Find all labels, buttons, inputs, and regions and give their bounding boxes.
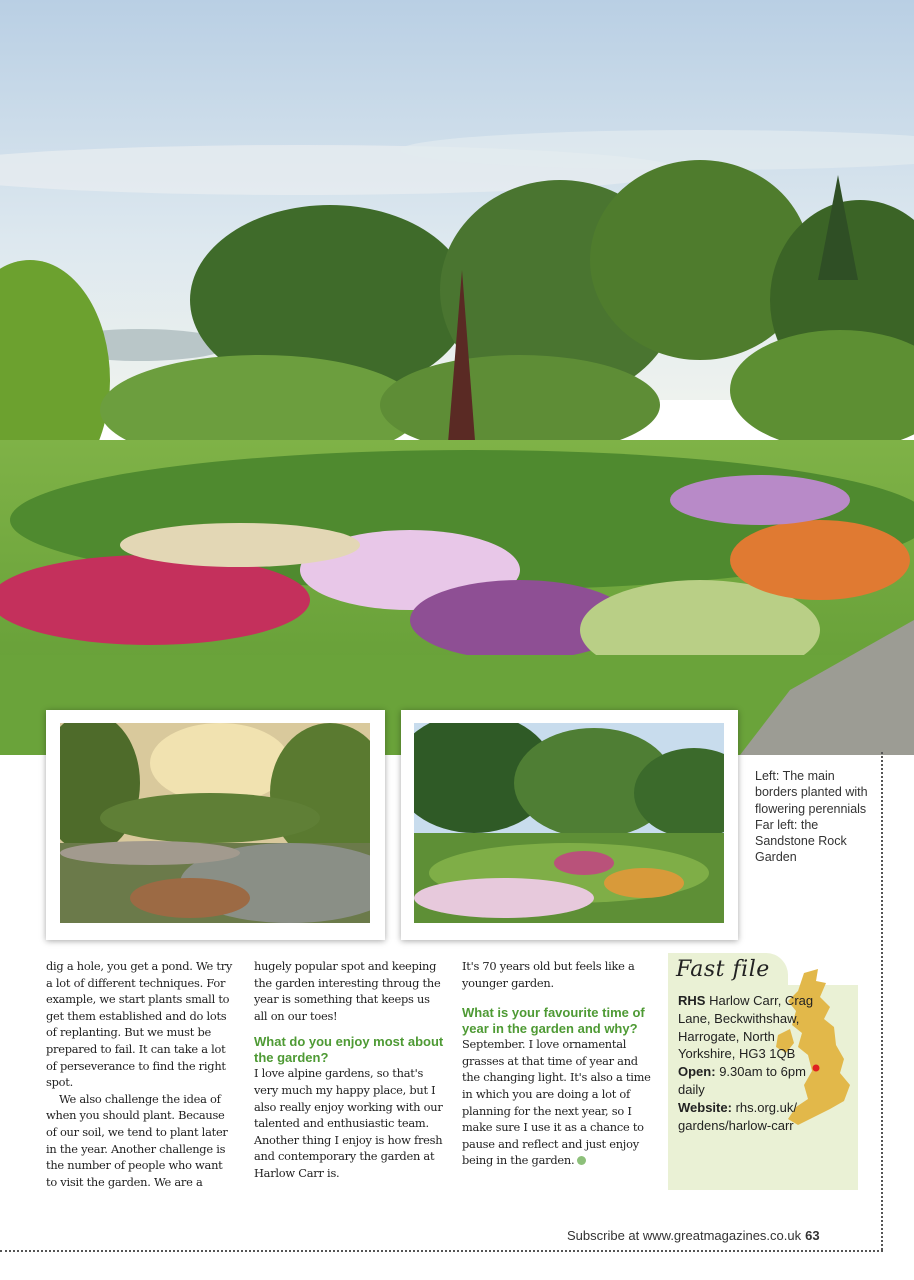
- page-footer: [567, 1228, 820, 1243]
- dotted-border-bottom: [0, 1250, 883, 1252]
- end-mark-icon: [577, 1156, 586, 1165]
- photo-garden-view: [401, 710, 738, 940]
- paragraph: I love alpine gardens, so that's very much my happy place, but I also really enjoy working with our talented and enthusiastic team. Another thing I enjoy is how fresh and contemporary the garden at Harlow Carr is.: [254, 1066, 443, 1180]
- fast-file-details: [678, 992, 828, 1134]
- address: Harlow Carr, Crag Lane, Beckwithshaw, Harrogate, North Yorkshire, HG3 1QB: [678, 993, 814, 1062]
- caption-far-left: Far left: the Sandstone Rock Garden: [755, 817, 847, 865]
- fast-file-box: [668, 953, 858, 1190]
- paragraph: hugely popular spot and keeping the garden interesting throug the year is something that keeps us all on our toes!: [254, 959, 441, 1023]
- fast-file-title: Fast file: [676, 957, 770, 982]
- photo-sandstone-rock-garden: [46, 710, 385, 940]
- article-column-1: [46, 958, 236, 1190]
- paragraph: It's 70 years old but feels like a younger garden.: [462, 959, 635, 990]
- open-label: Open:: [678, 1064, 716, 1080]
- photo-caption: [755, 768, 875, 866]
- paragraph: dig a hole, you get a pond. We try a lot of different techniques. For example, we start plants small to get them established and do lots of replanting. But we must be prepared to fail. It can take a lot of perseverance to find the right spot.: [46, 959, 233, 1090]
- question-heading: What do you enjoy most about the garden?: [254, 1034, 444, 1065]
- opening-hours: 9.30am to 6pm daily: [678, 1064, 806, 1097]
- page-number: 63: [805, 1228, 820, 1243]
- dotted-border-right: [881, 752, 883, 1250]
- article-column-2: [254, 958, 444, 1182]
- website-link[interactable]: rhs.org.uk/ gardens/harlow-carr: [678, 1099, 797, 1133]
- rhs-label: RHS: [678, 993, 706, 1008]
- paragraph: We also challenge the idea of when you should plant. Because of our soil, we tend to plant later in the year. Another challenge is the number of people who want to visit the garden. We are a: [46, 1091, 228, 1189]
- website-label: Website:: [678, 1099, 732, 1115]
- question-heading: What is your favourite time of year in the garden and why?: [462, 1005, 645, 1036]
- paragraph-last: [462, 1036, 652, 1169]
- article-column-3: [462, 958, 652, 1169]
- subscribe-link[interactable]: Subscribe at www.greatmagazines.co.uk: [567, 1228, 802, 1243]
- paragraph-text: September. I love ornamental grasses at that time of year and the changing light. It's also a time in which you are doing a lot of planning for the next year, so I make sure I use it as a chance to pause and reflect and just enjoy being in the garden.: [462, 1037, 651, 1168]
- caption-left: Left: The main borders planted with flowering perennials: [755, 769, 868, 816]
